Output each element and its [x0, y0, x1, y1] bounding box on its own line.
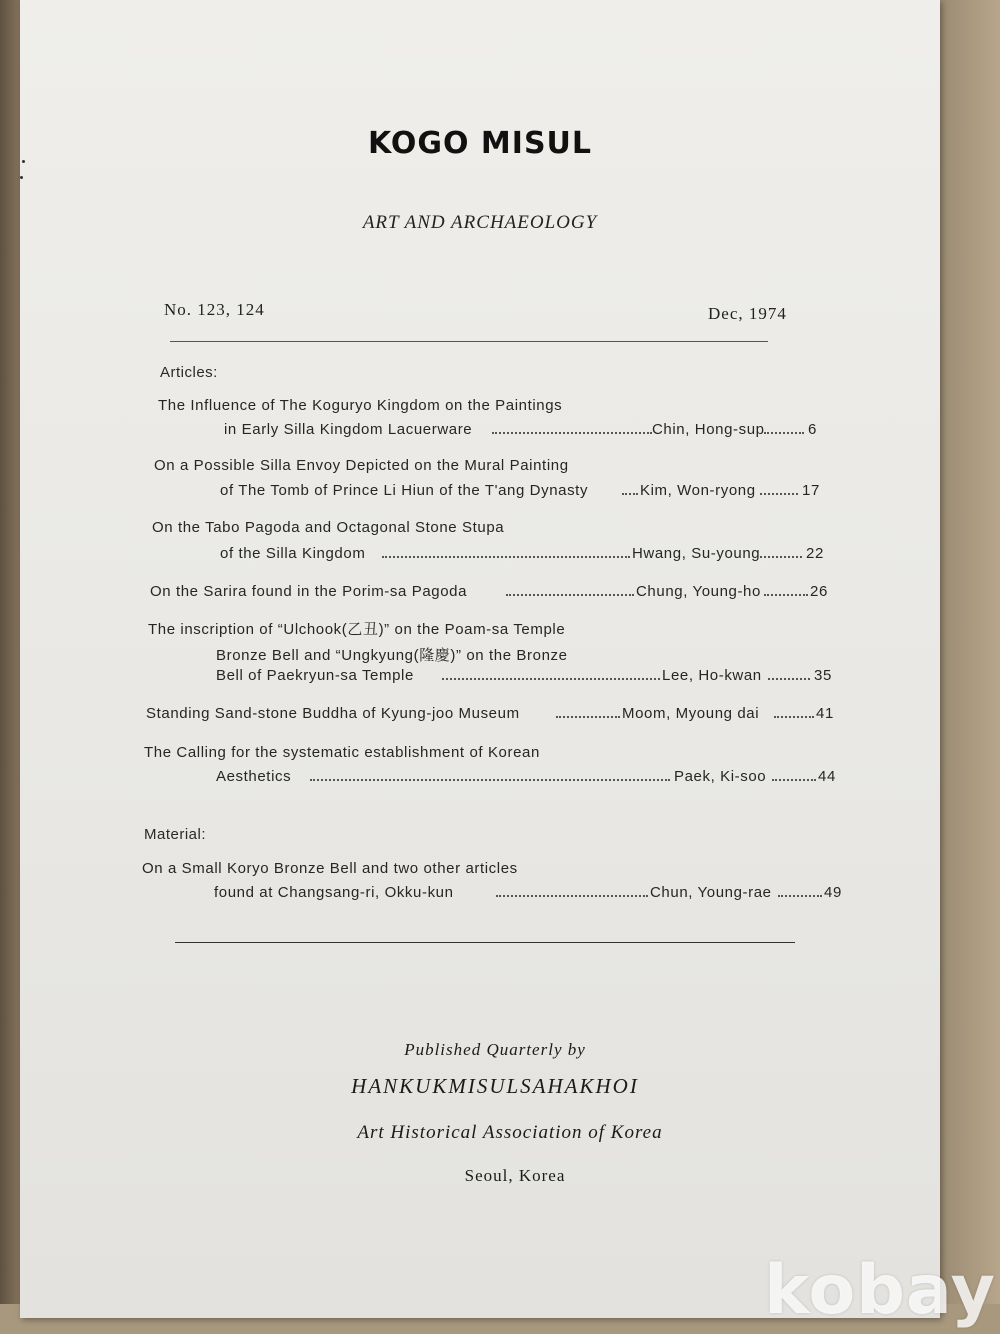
dot-leader: [496, 895, 648, 897]
article-title-line: Bronze Bell and “Ungkyung(隆慶)” on the Bronze: [216, 647, 568, 664]
toc-entry[interactable]: [146, 705, 846, 727]
articles-heading: Articles:: [160, 364, 218, 381]
dot-leader: [760, 493, 798, 495]
dot-leader: [442, 678, 660, 680]
article-author: Lee, Ho-kwan: [662, 667, 762, 684]
toc-entry[interactable]: [220, 482, 820, 504]
dot-leader: [764, 432, 804, 434]
dot-leader: [492, 432, 652, 434]
article-author: Chung, Young-ho: [636, 583, 761, 600]
document-page: [20, 0, 940, 1318]
publisher-name: HANKUKMISULSAHAKHOI: [351, 1074, 639, 1098]
divider-bottom: [175, 942, 795, 943]
dot-leader: [382, 556, 630, 558]
material-title-line: On a Small Koryo Bronze Bell and two other articles: [142, 860, 518, 877]
article-title-line: Aesthetics: [216, 768, 292, 785]
material-page: 49: [824, 884, 842, 901]
article-title-line: On the Tabo Pagoda and Octagonal Stone Stupa: [152, 519, 505, 536]
dot-leader: [506, 594, 634, 596]
article-page: 26: [810, 583, 828, 600]
article-author: Moom, Myoung dai: [622, 705, 760, 722]
publisher-label: Published Quarterly by: [404, 1040, 586, 1059]
watermark-logo: kobay: [764, 1251, 996, 1330]
article-title-line: Standing Sand-stone Buddha of Kyung-joo Museum: [146, 705, 520, 722]
article-page: 6: [808, 421, 817, 438]
material-author: Chun, Young-rae: [650, 884, 772, 901]
toc-entry[interactable]: [150, 583, 830, 605]
issue-number: No. 123, 124: [164, 300, 265, 319]
article-title-line: On a Possible Silla Envoy Depicted on the Mural Painting: [154, 457, 569, 474]
dot-leader: [556, 716, 620, 718]
dot-leader: [772, 779, 816, 781]
publisher-city: Seoul, Korea: [464, 1166, 566, 1185]
article-page: 35: [814, 667, 832, 684]
article-page: 17: [802, 482, 820, 499]
article-author: Paek, Ki-soo: [674, 768, 767, 785]
article-author: Kim, Won-ryong: [640, 482, 756, 499]
toc-entry[interactable]: [224, 421, 818, 443]
article-author: Chin, Hong-sup: [652, 421, 765, 438]
article-title-line: Bell of Paekryun-sa Temple: [216, 667, 414, 684]
dot-leader: [310, 779, 670, 781]
journal-title: KOGO MISUL: [367, 126, 593, 161]
issue-date: Dec, 1974: [708, 304, 787, 323]
dot-leader: [760, 556, 802, 558]
article-title-line: in Early Silla Kingdom Lacuerware: [224, 421, 473, 438]
toc-entry[interactable]: [214, 884, 846, 906]
dot-leader: [622, 493, 638, 495]
divider-top: [170, 341, 768, 342]
toc-entry[interactable]: [216, 768, 842, 790]
article-page: 22: [806, 545, 824, 562]
article-title-line: On the Sarira found in the Porim-sa Pagoda: [150, 583, 468, 600]
article-page: 44: [818, 768, 836, 785]
dot-leader: [768, 678, 810, 680]
material-heading: Material:: [144, 826, 207, 843]
dot-leader: [778, 895, 822, 897]
article-author: Hwang, Su-young: [632, 545, 761, 562]
article-page: 41: [816, 705, 834, 722]
dot-leader: [764, 594, 808, 596]
article-title-line: of The Tomb of Prince Li Hiun of the T'ang Dynasty: [220, 482, 589, 499]
material-title-line: found at Changsang-ri, Okku-kun: [214, 884, 454, 901]
toc-entry[interactable]: [220, 545, 828, 567]
dot-leader: [774, 716, 814, 718]
toc-entry[interactable]: [216, 667, 836, 689]
backdrop-left: [0, 0, 22, 1334]
publisher-association: Art Historical Association of Korea: [357, 1122, 663, 1143]
article-title-line: The Calling for the systematic establishment of Korean: [144, 744, 540, 761]
article-title-line: The Influence of The Koguryo Kingdom on the Paintings: [158, 397, 563, 414]
journal-subtitle: ART AND ARCHAEOLOGY: [362, 212, 598, 233]
article-title-line: The inscription of “Ulchook(乙丑)” on the Poam-sa Temple: [148, 621, 566, 638]
paper-speck: [20, 176, 23, 179]
article-title-line: of the Silla Kingdom: [220, 545, 366, 562]
